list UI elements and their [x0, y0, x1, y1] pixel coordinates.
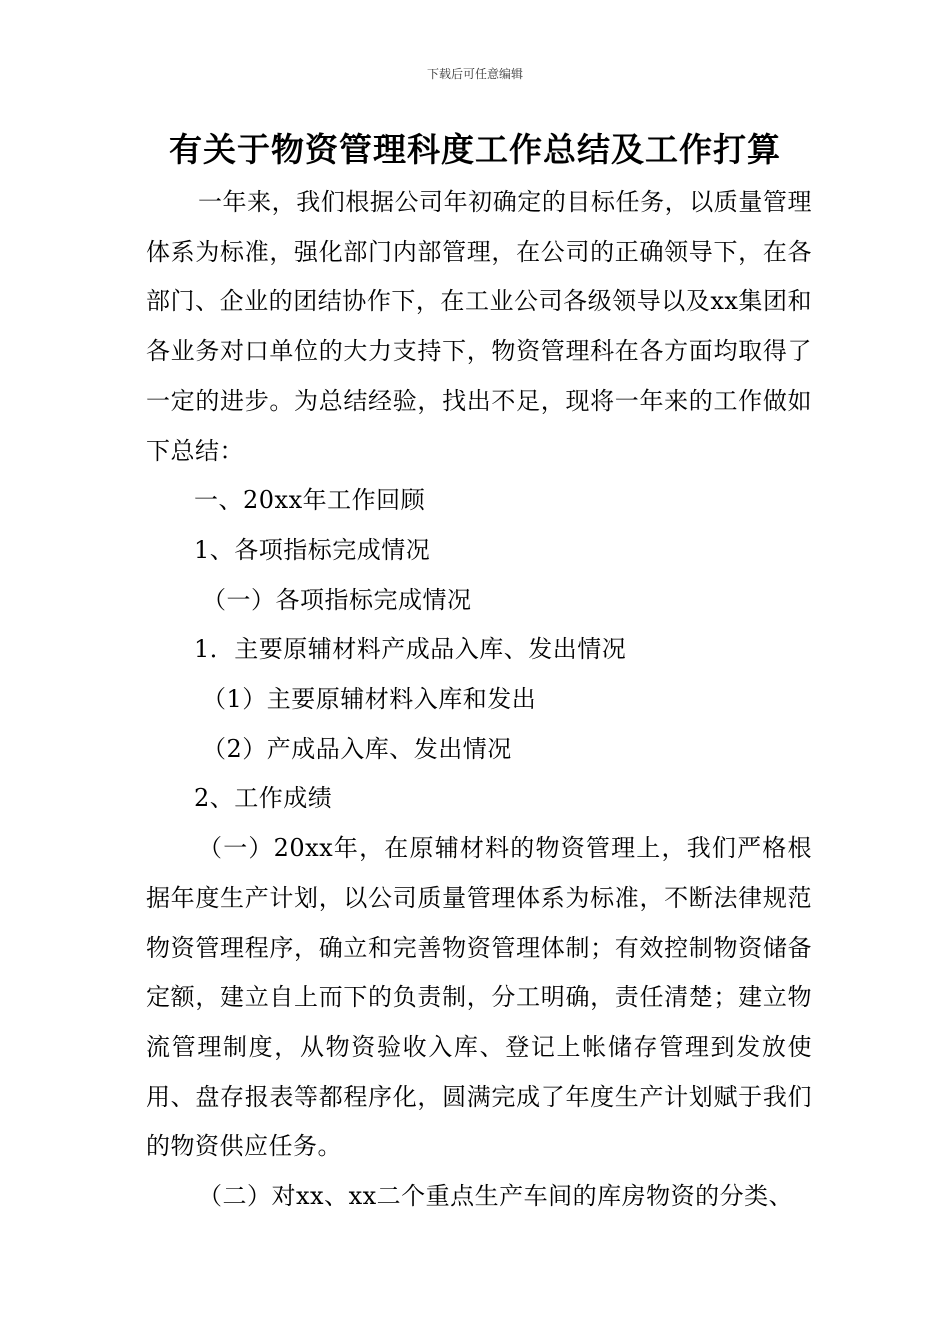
subsection-heading-indicators: 1、各项指标完成情况 [194, 535, 431, 564]
item-heading-materials: 1．主要原辅材料产成品入库、发出情况 [194, 635, 627, 664]
achievement-paragraph-2: （二）对xx、xx二个重点生产车间的库房物资的分类、 [198, 1182, 794, 1211]
document-title: 有关于物资管理科度工作总结及工作打算 [169, 130, 781, 169]
document-body [146, 178, 812, 1222]
subsection-heading-achievements: 2、工作成绩 [194, 784, 333, 813]
item-heading-products: （2）产成品入库、发出情况 [202, 734, 512, 763]
intro-paragraph: 一年来，我们根据公司年初确定的目标任务，以质量管理体系为标准，强化部门内部管理，在公司的正确领导下，在各部门、企业的团结协作下，在工业公司各级领导以及xx集团和各业务对口单位的大力支持下，物资管理科在各方面均取得了一定的进步。为总结经验，找出不足，现将一年来的工作做如下总结： [146, 188, 812, 465]
page-header-note: 下载后可任意编辑 [426, 67, 523, 81]
section-heading-review: 一、20xx年工作回顾 [194, 486, 426, 515]
achievement-paragraph-1: （一）20xx年，在原辅材料的物资管理上，我们严格根据年度生产计划，以公司质量管理体系为标准，不断法律规范物资管理程序，确立和完善物资管理体制；有效控制物资储备定额，建立自上而下的负责制，分工明确，责任清楚；建立物流管理制度，从物资验收入库、登记上帐储存管理到发放使用、盘存报表等都程序化，圆满完成了年度生产计划赋于我们的物资供应任务。 [146, 834, 812, 1161]
item-heading-raw-materials: （1）主要原辅材料入库和发出 [202, 685, 537, 714]
subsection-heading-indicators-detail: （一）各项指标完成情况 [202, 585, 472, 614]
